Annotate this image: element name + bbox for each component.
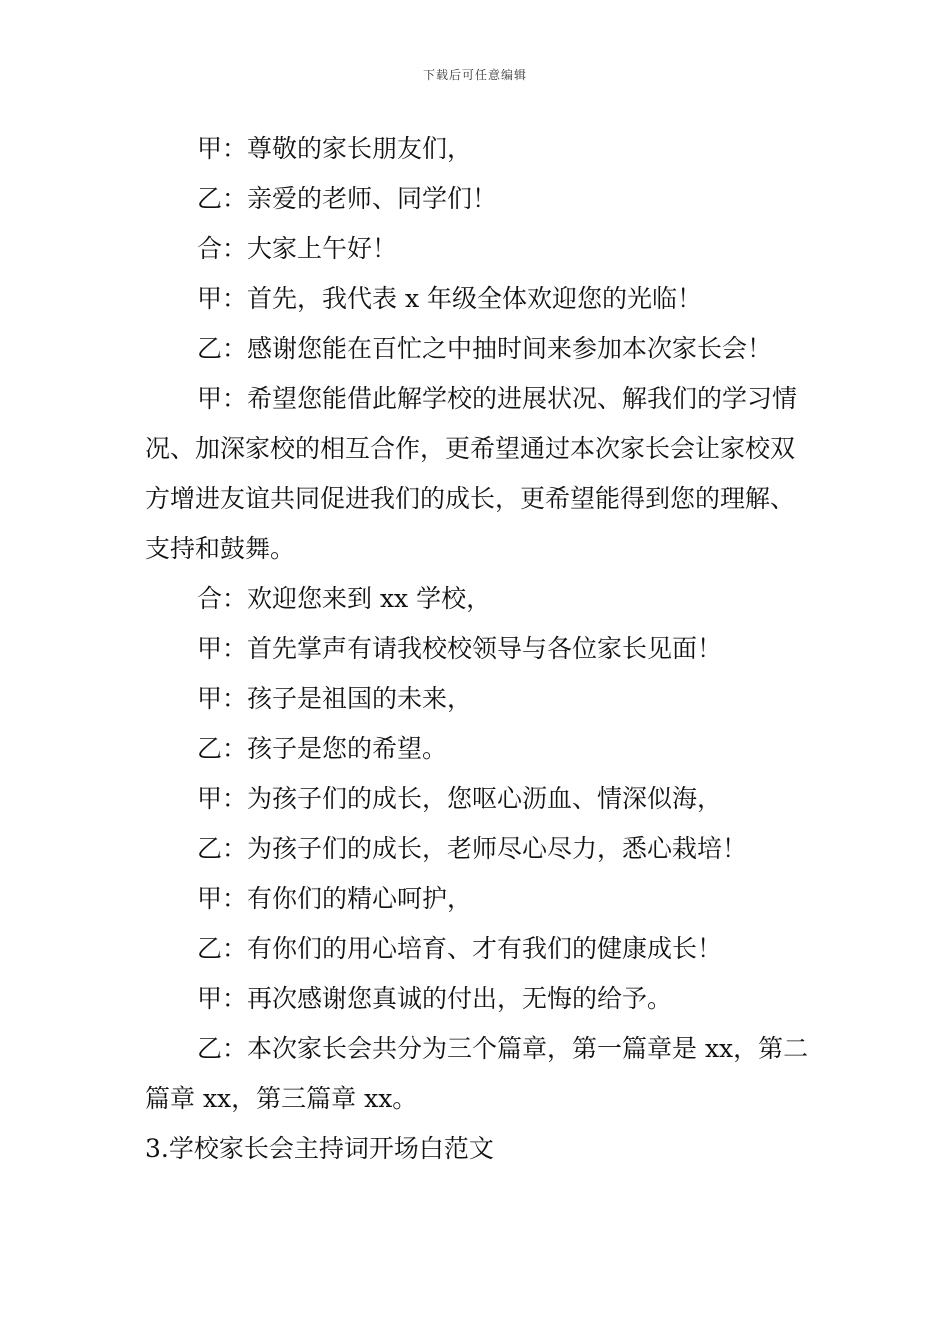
paragraph: 甲：希望您能借此解学校的进展状况、解我们的学习情况、加深家校的相互合作，更希望通过本次家长会让家校双方增进友谊共同促进我们的成长，更希望能得到您的理解、支持和鼓舞。 — [145, 384, 798, 563]
document-body — [145, 124, 810, 1174]
paragraph: 乙：孩子是您的希望。 — [197, 734, 448, 763]
paragraph: 乙：本次家长会共分为三个篇章，第一篇章是 xx，第二篇章 xx，第三篇章 xx。 — [145, 1034, 809, 1113]
paragraph: 甲：有你们的精心呵护， — [197, 884, 473, 913]
section-heading: 3.学校家长会主持词开场白范文 — [145, 1134, 494, 1163]
paragraph: 甲：孩子是祖国的未来， — [197, 684, 473, 713]
paragraph: 乙：为孩子们的成长，老师尽心尽力，悉心栽培！ — [197, 834, 748, 863]
paragraph: 乙：亲爱的老师、同学们！ — [197, 184, 498, 213]
header-note: 下载后可任意编辑 — [422, 68, 527, 82]
paragraph: 合：欢迎您来到 xx 学校， — [197, 584, 492, 613]
paragraph: 甲：首先，我代表 x 年级全体欢迎您的光临！ — [197, 284, 702, 313]
paragraph: 合：大家上午好！ — [197, 234, 398, 263]
paragraph: 乙：感谢您能在百忙之中抽时间来参加本次家长会！ — [197, 334, 773, 363]
paragraph: 甲：再次感谢您真诚的付出，无悔的给予。 — [197, 984, 673, 1013]
paragraph: 乙：有你们的用心培育、才有我们的健康成长！ — [197, 934, 723, 963]
paragraph: 甲：为孩子们的成长，您呕心沥血、情深似海， — [197, 784, 723, 813]
paragraph: 甲：首先掌声有请我校校领导与各位家长见面！ — [197, 634, 723, 663]
paragraph: 甲：尊敬的家长朋友们， — [197, 134, 473, 163]
